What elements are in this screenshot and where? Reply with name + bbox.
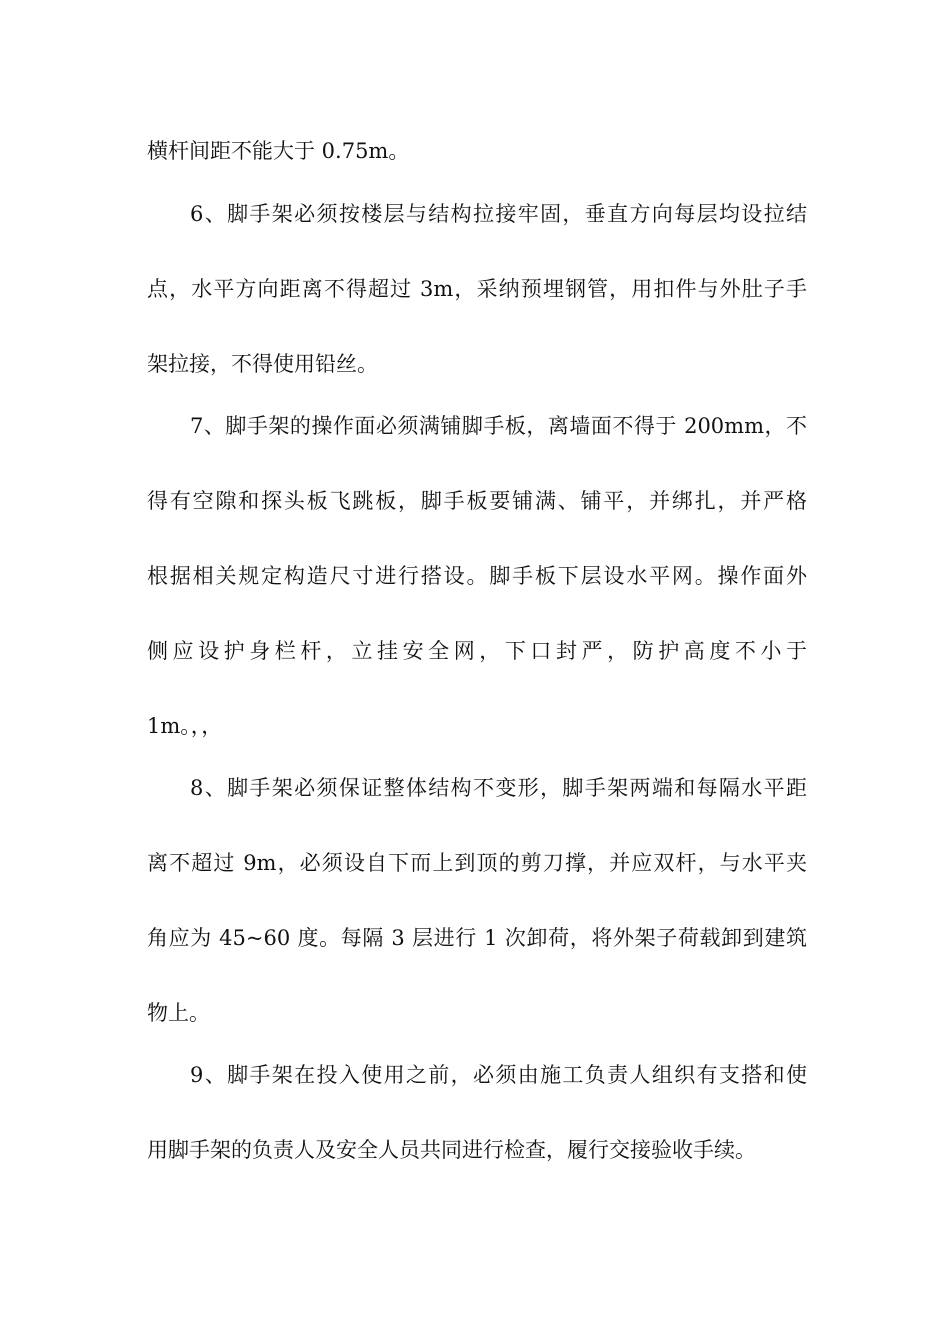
text-line: 用脚手架的负责人及安全人员共同进行检查，履行交接验收手续。 bbox=[147, 1138, 756, 1162]
text-line: 架拉接，不得使用铅丝。 bbox=[147, 352, 378, 376]
text-line: 点，水平方向距离不得超过 3m，采纳预埋钢管，用扣件与外肚子手 bbox=[147, 277, 807, 301]
text-line: 角应为 45~60 度。每隔 3 层进行 1 次卸荷，将外架子荷载卸到建筑 bbox=[147, 926, 807, 950]
text-line: 8、脚手架必须保证整体结构不变形，脚手架两端和每隔水平距 bbox=[190, 776, 807, 800]
text-line: 1m。，， bbox=[147, 714, 223, 738]
text-line: 7、脚手架的操作面必须满铺脚手板，离墙面不得于 200mm，不 bbox=[190, 414, 807, 438]
text-line: 物上。 bbox=[147, 1001, 210, 1025]
text-line: 得有空隙和探头板飞跳板，脚手板要铺满、铺平，并绑扎，并严格 bbox=[147, 489, 807, 513]
text-line: 根据相关规定构造尺寸进行搭设。脚手板下层设水平网。操作面外 bbox=[147, 564, 807, 588]
text-line: 侧应设护身栏杆，立挂安全网，下口封严，防护高度不小于 bbox=[147, 639, 807, 663]
text-line: 横杆间距不能大于 0.75m。 bbox=[147, 139, 410, 163]
text-line: 6、脚手架必须按楼层与结构拉接牢固，垂直方向每层均设拉结 bbox=[190, 202, 807, 226]
text-line: 离不超过 9m，必须设自下而上到顶的剪刀撑，并应双杆，与水平夹 bbox=[147, 851, 807, 875]
text-line: 9、脚手架在投入使用之前，必须由施工负责人组织有支搭和使 bbox=[190, 1063, 807, 1087]
